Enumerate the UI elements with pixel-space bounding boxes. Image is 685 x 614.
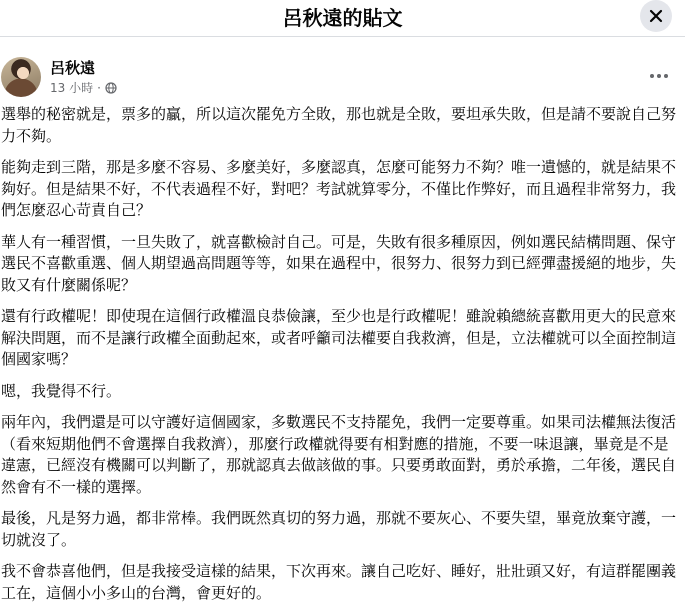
author-name[interactable]: 呂秋遠 bbox=[50, 59, 96, 77]
meta-separator: · bbox=[97, 81, 101, 95]
post-paragraph: 選舉的秘密就是，票多的贏，所以這次罷免方全敗，那也就是全敗，要坦承失敗，但是請不要說自己努力不夠。 bbox=[1, 105, 677, 145]
post-paragraph: 還有行政權呢！即使現在這個行政權溫良恭儉讓，至少也是行政權呢！雖說賴總統喜歡用更大的民意來解決問題，而不是讓行政權全面動起來，或者呼籲司法權要自我救濟，但是，立法權就可以全面控制這個國家嗎？ bbox=[1, 307, 677, 368]
globe-icon[interactable] bbox=[105, 82, 117, 94]
post-meta bbox=[50, 80, 117, 96]
post-paragraph: 嗯，我覺得不行。 bbox=[1, 381, 122, 400]
modal-title: 呂秋遠的貼文 bbox=[282, 6, 403, 30]
post-time[interactable]: 13 小時 bbox=[50, 81, 94, 95]
post-paragraph: 兩年內，我們還是可以守護好這個國家，多數選民不支持罷免，我們一定要尊重。如果司法權無法復活（看來短期他們不會選擇自我救濟），那麼行政權就得要有相對應的措施，不要一味退讓，畢竟是不是違憲，已經沒有機關可以判斷了，那就認真去做該做的事。只要勇敢面對，勇於承擔，二年後，選民自然會有不一樣的選擇。 bbox=[1, 413, 677, 496]
post-paragraph: 我不會恭喜他們，但是我接受這樣的結果，下次再來。讓自己吃好、睡好，壯壯頭又好，有這群罷團義工在，這個小小多山的台灣，會更好的。 bbox=[1, 562, 677, 602]
avatar[interactable] bbox=[1, 57, 41, 97]
post-paragraph: 能夠走到三階，那是多麼不容易、多麼美好，多麼認真，怎麼可能努力不夠？唯一遺憾的，就是結果不夠好。但是結果不好，不代表過程不好，對吧？考試就算零分，不僅比作弊好，而且過程非常努力，我們怎麼忍心苛責自己？ bbox=[1, 158, 677, 219]
post-body bbox=[1, 104, 679, 614]
more-options-button[interactable] bbox=[647, 64, 671, 88]
post-header bbox=[0, 50, 685, 104]
more-options-icon bbox=[649, 73, 669, 79]
modal-header bbox=[0, 0, 685, 37]
close-icon bbox=[648, 8, 664, 24]
close-button[interactable] bbox=[640, 0, 672, 32]
post-paragraph: 最後，凡是努力過，都非常棒。我們既然真切的努力過，那就不要灰心、不要失望，畢竟放棄守護，一切就沒了。 bbox=[1, 509, 677, 549]
post-paragraph: 華人有一種習慣，一旦失敗了，就喜歡檢討自己。可是，失敗有很多種原因，例如選民結構問題、保守選民不喜歡重選、個人期望過高問題等等，如果在過程中，很努力、很努力到已經彈盡援絕的地步，失敗又有什麼關係呢？ bbox=[1, 232, 677, 294]
